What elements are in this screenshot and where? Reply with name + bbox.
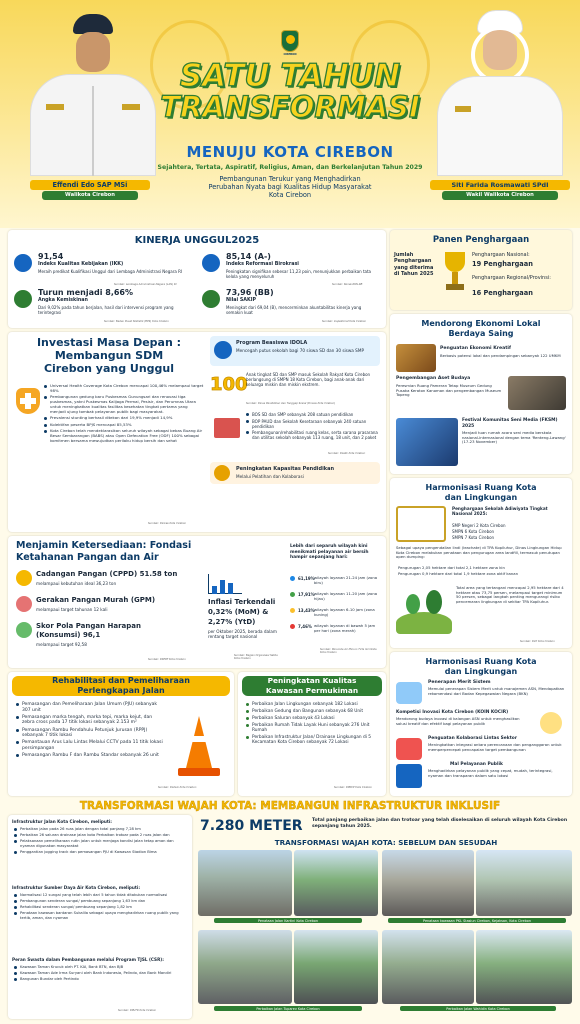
beasiswa-box xyxy=(210,336,380,366)
jalan-list xyxy=(16,702,164,760)
permukiman-card xyxy=(238,672,386,796)
museum-photo xyxy=(508,376,566,410)
infra-item: Normalisasi 12 sungai yang telah lebih dari 5 tahun tidak ditakukan normalisasi xyxy=(14,893,188,898)
infra-item: Perbaikan jalan pada 26 ruas jalan dengan total panjang 7,28 km xyxy=(14,827,188,832)
merit-icon xyxy=(396,682,422,704)
harmonisasi-card-2 xyxy=(390,652,572,796)
harmonisasi2-title-1: Harmonisasi Ruang Kota xyxy=(425,657,537,666)
plate-icon xyxy=(16,622,32,638)
tpa-item-1: Pengurugan 2,05 hektare dari total 2,1 hektare zona kin xyxy=(398,565,505,570)
building-icon xyxy=(396,764,422,788)
sakip-label: Nilai SAKIP xyxy=(226,298,257,303)
sakip-source: Sumber: Inspektorat Kota Cirebon xyxy=(322,320,367,323)
bar-chart-icon xyxy=(14,254,32,272)
jalan-title-2: Perlengkapan Jalan xyxy=(77,686,165,695)
miskin-desc: Dari 9,02% pada tahun berjalan, hasil dari intervensi program yang terintegrasi xyxy=(38,305,174,315)
investasi-card xyxy=(8,332,386,532)
festival-title: Festival Komunitas Seni Media (FKSM) 2025 xyxy=(462,418,558,429)
budaya-title: Pengembangan Aset Budaya xyxy=(396,376,471,381)
jalan-title-1: Rehabilitasi dan Pemeliharaan xyxy=(52,676,190,685)
air-zone-pct: 17,91% xyxy=(298,592,315,597)
nasional-label: Penghargaan Nasional: xyxy=(472,252,530,258)
health-source: Sumber: Dinkes Kota Cirebon xyxy=(148,522,187,525)
infra-item: Rehabilitasi senderan sungai/ pembuang sepanjang 1,82 km xyxy=(14,905,188,910)
infra-list-card xyxy=(8,815,192,1019)
kinerja-title: KINERJA UNGGUL2025 xyxy=(134,235,260,246)
infra-item: Penggantian jogging track dan pemasangan PJU di Kawasan Stadion Bima xyxy=(14,850,188,855)
edu-item: Pembangunan/rehabilitasi ruang kelas, serta sarana prasarana dan utilitas sekolah sebanyak 113 ruang, 18 unit, dan 2 paket xyxy=(246,430,382,440)
rice-icon xyxy=(16,570,32,586)
page-subtitle: MENUJU KOTA CIREBON xyxy=(186,143,394,161)
meter-value: 7.280 METER xyxy=(200,818,303,834)
jalan-item: Pemasangan marka tengah, marka tepi, marka kejut, dan zebra cross pada 17 titik lokasi sebanyak 2.153 m² xyxy=(16,715,164,726)
tuparev-before-photo xyxy=(198,930,292,1004)
rth-desc: Total area yang tertangani mencapai 2,95 hektare dari 4 hektare atau 73,75 persen, melampaui target minimum 50 persen, sebagai langkah penting mengurangi risiko pencemaran lingkungan di sekitar TPA Kopiluhur. xyxy=(456,585,564,605)
inflasi-value-2: 2,27% (YtD) xyxy=(208,618,256,626)
pangan-card xyxy=(8,536,386,668)
umkm-photo xyxy=(396,344,436,372)
irb-label: Indeks Reformasi Birokrasi xyxy=(226,262,299,267)
hands-icon xyxy=(14,290,32,308)
air-zone-pct: 13,43% xyxy=(298,608,315,613)
water-drop-icon xyxy=(290,576,295,581)
growth-icon xyxy=(202,254,220,272)
mayor-name-badge: Effendi Edo SAP MSi xyxy=(30,180,150,190)
permukiman-item: Perbaikan Rumah Tidak Layak Huni sebanyak 276 Unit Rumah xyxy=(246,723,382,734)
infra-list-title-1: Infrastruktur Jalan Kota Cirebon, meliputi: xyxy=(12,819,112,824)
vice-mayor-portrait xyxy=(425,6,575,176)
infra-title: TRANSFORMASI WAJAH KOTA: MEMBANGUN INFRASTRUKTUR INKLUSIF xyxy=(79,800,501,812)
kolab-desc: Meningkatkan integrasi antara perencanaan dan penganggaran untuk memperpercepat pencapaian target pembangunan xyxy=(428,742,562,752)
infra-item: Perbaikan 26 saluran drainase jalan kota Perbaikan trotoar pada 2 ruas jalan dan xyxy=(14,833,188,838)
harmonisasi1-title-1: Harmonisasi Ruang Kota xyxy=(425,483,537,492)
miskin-source: Sumber: Badan Pusat Statistik (BPS) Kota Cirebon xyxy=(104,320,169,323)
pangan-title-2: Ketahanan Pangan dan Air xyxy=(16,552,159,563)
school-icon xyxy=(214,418,240,438)
pangan-source: Sumber: DKPPP Kota Cirebon xyxy=(148,658,186,661)
caption-stasiun: Penataan kawasan PKL Stasiun Cirebon, Kejaksan, Kota Cirebon xyxy=(388,918,566,923)
health-list xyxy=(44,384,204,445)
permukiman-ribbon xyxy=(242,676,382,696)
infra-list-1 xyxy=(14,827,188,856)
harmonisasi-card-1 xyxy=(390,478,572,648)
skor-label: Skor Pola Pangan Harapan (Konsumsi) 96,1 xyxy=(36,622,141,639)
adiwiyata-school-3: SMPN 7 Kota Cirebon xyxy=(452,535,495,540)
air-zone-text: wilayah layanan 11-20 jam (zona hijau) xyxy=(314,591,378,601)
jalan-item: Pemasangan Rambu F dan Rambu Standar sebanyak 26 unit xyxy=(16,753,164,759)
edu-item: BOS SD dan SMP sebanyak 208 satuan pendidikan xyxy=(246,412,382,417)
edu-source: Sumber: Disdik Kota Cirebon xyxy=(328,452,366,455)
page-title-line1: SATU TAHUN xyxy=(179,58,401,94)
harmonisasi1-title-2: dan Lingkungan xyxy=(444,493,518,502)
infra-list-2 xyxy=(14,893,188,922)
page-title-line2: TRANSFORMASI xyxy=(160,90,420,124)
kapasitas-title: Peningkatan Kapasitas Pendidikan xyxy=(236,466,335,472)
tuparev-after-photo xyxy=(294,930,378,1004)
kolab-title: Penguatan Kolaborasi Lintas Sektor xyxy=(428,736,517,741)
mpp-title: Mal Pelayanan Publik xyxy=(450,762,503,767)
permukiman-item: Perbaikan Infrastruktur Jalan/ Drainase Lingkungan di 5 Kecamatan Kota Cirebon sebanyak 72 Lokasi xyxy=(246,735,382,746)
ekonomi-title-1: Mendorong Ekonomi Lokal xyxy=(421,319,541,328)
scale-icon xyxy=(202,290,220,308)
kartini-before-photo xyxy=(198,850,292,916)
health-item: Pembangunan gedung baru Puskesmas Gunungsari dan renovasi tiga puskesmas, yakni Puskesmas Kalijaga Permai, Pesisir, dan Perumnas Utara untuk meningkatkan kualitas fasilitas kesehatan tingkat pertama yang menjadi ujung tombak pelayanan publik bagi masyarakat. xyxy=(44,395,204,415)
air-zone-pct: 61,19% xyxy=(298,576,315,581)
irb-value: 85,14 (A-) xyxy=(226,252,271,261)
kartini-after-photo xyxy=(294,850,378,916)
kinerja-card xyxy=(8,230,386,328)
meter-desc: Total panjang perbaikan jalan dan trotoar yang telah diselesaikan di seluruh wilayah Kota Cirebon sepanjang tahun 2025. xyxy=(312,818,568,829)
air-zone-text: wilayah layanan 21-24 jam (zona biru) xyxy=(314,575,378,585)
merit-title: Penerapan Merit Sistem xyxy=(428,680,491,685)
jalan-ribbon xyxy=(12,676,230,696)
merit-desc: Memulai penerapan Sistem Merit untuk manajemen ASN, Mendapatkan rekomendasi dari Badan Kepegawaian Negara (BKN) xyxy=(428,686,565,696)
pangan-title-1: Menjamin Ketersediaan: Fondasi xyxy=(16,540,192,551)
investasi-title-1: Investasi Masa Depan : xyxy=(36,336,182,349)
ikk-desc: Meraih predikat Kualifikasi Unggul dari Lembaga Administrasi Negara RI xyxy=(38,269,183,274)
page-tagline: Sejahtera, Tertata, Aspiratif, Religius, Aman, dan Berkelanjutan Tahun 2029 xyxy=(157,164,423,171)
mayor-portrait xyxy=(18,6,168,176)
festival-photo xyxy=(396,418,458,466)
koin-title: Kompetisi Inovasi Kota Cirebon (KOIN KOCIR) xyxy=(396,710,509,715)
water-drop-icon xyxy=(290,608,295,613)
nasional-value: 19 Penghargaan xyxy=(472,260,533,268)
cppd-desc: melampaui kebutuhan ideal 36,23 ton xyxy=(36,581,117,586)
miskin-label: Angka Kemiskinan xyxy=(38,298,88,303)
panen-left-text: Jumlah Penghargaan yang diterima di Tahun 2025 xyxy=(394,252,434,277)
infra-item: Bangunan Bundar oleh Pertindo xyxy=(14,977,188,982)
infra-item: Pelaksanaan pemeliharaan rutin jalan untuk menjaga kondisi jalan tetap aman dan nyaman digunakan masyarakat xyxy=(14,839,188,848)
gpm-label: Gerakan Pangan Murah (GPM) xyxy=(36,596,156,604)
water-drop-icon xyxy=(290,624,295,629)
miskin-block xyxy=(14,288,194,324)
landfill-illustration xyxy=(396,586,452,634)
irb-block xyxy=(202,252,382,286)
permukiman-title-2: Kawasan Permukiman xyxy=(265,686,359,695)
inflasi-title: Inflasi Terkendali xyxy=(208,598,276,606)
permukiman-source: Sumber: DPRKP Kota Cirebon xyxy=(334,786,372,789)
ekonomi-card xyxy=(390,314,572,474)
harmonisasi1-source: Sumber: DLH Kota Cirebon xyxy=(520,640,555,643)
beasiswa-desc: Mencegah putus sekolah bagi 70 siswa SD dan 30 siswa SMP xyxy=(236,348,364,353)
hundred-desc: Anak tingkat SD dan SMP masuk Sekolah Rakyat Kota Cirebon berlangsung di SMPN 18 Kota Cirebon, bagi anak-anak dari keluarga miskin dan miskin ekstrem. xyxy=(246,372,371,387)
certificate-photo xyxy=(396,506,446,542)
air-source: Sumber: Perumda Air Minum Tirta Giri Nata Kota Cirebon xyxy=(320,648,377,655)
infra-list-title-2: Infrastruktur Sumber Daya Air Kota Cirebon, meliputi: xyxy=(12,885,141,890)
water-drop-icon xyxy=(290,592,295,597)
panen-title: Panen Penghargaan xyxy=(432,235,530,245)
health-item: Kolektifan peserta BPJS mencapai 85,53% xyxy=(44,423,204,428)
kapasitas-box xyxy=(210,462,380,484)
sakip-value: 73,96 (BB) xyxy=(226,288,274,297)
jalan-source: Sumber: Dishub Kota Cirebon xyxy=(158,786,197,789)
jalan-item: Pemantauan Arus Lalu Lintas Melalui CCTV pada 11 titik lokasi persimpangan xyxy=(16,740,164,751)
permukiman-title-1: Peningkatan Kualitas xyxy=(267,676,357,685)
mpp-desc: Menghadirkan pelayanan publik yang cepat, mudah, terintegrasi, nyaman dan transparan dalam satu lokasi xyxy=(428,768,553,778)
health-item: Universal Health Coverage Kota Cirebon mencapai 100,46% melampaui target 98% xyxy=(44,384,204,394)
health-icon xyxy=(16,388,40,414)
sakip-block xyxy=(202,288,382,324)
permukiman-item: Perbaikan Saluran sebanyak 43 Lokasi xyxy=(246,716,382,721)
mayor-role: Walikota Cirebon xyxy=(42,191,138,200)
air-zone-text: wilayah layanan di bawah 5 jam per hari (zona merah) xyxy=(314,623,376,633)
harmonisasi2-title-2: dan Lingkungan xyxy=(444,667,518,676)
air-zone-pct: 7,46% xyxy=(298,624,312,629)
ekonomi-title-2: Berdaya Saing xyxy=(448,329,514,338)
emblem-label: CIREBON xyxy=(283,53,297,56)
festival-desc: Menjadi tuan rumah acara seni media berskala nasional-internasional dengan tema 'Renteng-Lawang' (17-23 November) xyxy=(462,430,566,445)
health-item: Prevalensi stunting berhasil ditekan dari 19,9% menjadi 14,9% xyxy=(44,416,204,421)
gpm-desc: melampaui target tahunan 12 kali xyxy=(36,607,108,612)
trophy-icon xyxy=(442,252,468,300)
permukiman-list xyxy=(246,702,382,747)
ikk-block xyxy=(14,252,194,286)
scholarship-icon xyxy=(214,341,232,359)
kreatif-desc: Berbasis potensi lokal dan pendampingan sebanyak 122 UMKM xyxy=(440,353,561,358)
regional-value: 16 Penghargaan xyxy=(472,289,533,297)
hundred-source: Sumber: Dinas Pendidikan dan Tanggap Sosial (Dinsos Kota Cirebon) xyxy=(246,402,336,405)
infra-list-3 xyxy=(14,965,188,983)
stasiun-before-photo xyxy=(382,850,474,916)
koin-desc: Mendorong budaya inovasi di kalangan ASN untuk menghasilkan solusi kreatif dan efektif bagi pelayanan publik xyxy=(396,716,520,726)
health-item: Kota Cirebon telah mendeklarasikan seluruh wilayah sebagai bebas Buang Air Besar Sembarangan (BABS) atau Open Defecation Free (ODF) 100% sebagai komitmen bersama mewujudkan perilaku hidup bersih dan sehat xyxy=(44,429,204,444)
lightbulb-icon xyxy=(540,712,562,734)
caption-tuparev: Perbaikan Jalan Tuparev Kota Cirebon xyxy=(214,1006,362,1011)
irb-desc: Peningkatan signifikan sebesar 11,23 poin, menunjukkan perbaikan tata kelola yang menyeluruh xyxy=(226,269,371,279)
tpa-item-2: Pengurugan 0,9 hektare dari total 1,9 hektare zona aktif kanan xyxy=(398,571,518,576)
sakip-desc: Meningkat dari 69,04 (B), mencerminkan akuntabilitas kinerja yang semakin kuat xyxy=(226,305,362,315)
caption-kartini: Penataan Jalan Kartini Kota Cirebon xyxy=(214,918,362,923)
skor-desc: melampaui target 92,58 xyxy=(36,642,87,647)
ikk-value: 91,54 xyxy=(38,252,64,261)
infra-item: Kawasan Taman Krucuk oleh PT. KAI, Bank BTN, dan BJB xyxy=(14,965,188,970)
jalan-item: Pemasangan dan Pemeliharaan Jalan Umum (PJU) sebanyak 307 unit xyxy=(16,702,164,713)
jalan-card xyxy=(8,672,234,796)
before-after-title: TRANSFORMASI WAJAH KOTA: SEBELUM DAN SESUDAH xyxy=(274,838,498,847)
page-theme: Pembangunan Terukur yang Menghadirkan Perubahan Nyata bagi Kualitas Hidup Masyarakat Kota Cirebon xyxy=(208,175,372,200)
budaya-desc: Peresmian Ruang Pameran Tetap Museum Gedung Pusaka Keraton Kanoman dan pengembangan Museum Topeng xyxy=(396,383,502,398)
ikk-label: Indeks Kualitas Kebijakan (IKK) xyxy=(38,262,124,267)
miskin-value: Turun menjadi 8,66% xyxy=(38,288,133,297)
infra-item: Penataan kawasan bantaran Sukalila sebagai upaya menghadirkan ruang publik yang tertib, aman, dan nyaman xyxy=(14,911,188,920)
adiwiyata-title: Penghargaan Sekolah Adiwiyata Tingkat Nasional 2025: xyxy=(452,506,548,517)
wahidin-after-photo xyxy=(476,930,572,1004)
infra-item: Pembangunan senderan sungai/ pembuang sepanjang 1,63 km dan xyxy=(14,899,188,904)
inflasi-desc: per Oktober 2025, berada dalam rentang target nasional xyxy=(208,629,277,640)
beasiswa-title: Program Beasiswa IDOLA xyxy=(236,340,308,346)
infra-item: Kawasan Taman Ade Irma Suryani oleh Bank Indonesia, Pelindo, dan Bank Mandiri xyxy=(14,971,188,976)
stasiun-after-photo xyxy=(476,850,572,916)
jalan-item: Pemasangan Rambu Pendahulu Petunjuk Jurusan (RPPJ) sebanyak 7 titik lokasi xyxy=(16,728,164,739)
city-emblem xyxy=(281,30,299,52)
air-zone-text: wilayah layanan 6-10 jam (zona kuning) xyxy=(314,607,375,617)
ikk-source: Sumber: Lembaga Administrasi Negara (LAN) RI xyxy=(114,283,177,286)
basket-icon xyxy=(16,596,32,612)
puzzle-icon xyxy=(396,738,422,760)
edu-item: BOP PAUD dan Sekolah Kesetaraan sebanyak 240 satuan pendidikan xyxy=(246,419,382,429)
adiwiyata-school-2: SMPN 6 Kota Cirebon xyxy=(452,529,495,534)
kapasitas-desc: Melalui Pelatihan dan Kolaborasi xyxy=(236,474,304,479)
vice-role: Wakil Walikota Cirebon xyxy=(442,191,558,200)
caption-wahidin: Perbaikan Jalan Wahidin Kota Cirebon xyxy=(400,1006,556,1011)
kreatif-title: Penguatan Ekonomi Kreatif xyxy=(440,346,511,351)
inflasi-value-1: 0,32% (MoM) & xyxy=(208,608,269,616)
edu-list xyxy=(246,412,382,442)
tpa-desc: Sebagai upaya pengendalian lindi (leachate) di TPA Kopiluhur, Dinas Lingkungan Hidup Kota Cirebon melakukan penataan dan pengurugan area landfill, termasuk penutupan open dumping: xyxy=(396,545,562,560)
inflasi-source: Sumber: Bagian Organisasi Setda Kota Cirebon xyxy=(234,654,278,661)
investasi-title-2: Membangun SDM xyxy=(54,349,164,362)
air-section xyxy=(290,544,382,664)
irb-source: Sumber: KemenPAN-RB xyxy=(332,283,363,286)
vice-name-badge: Siti Farida Rosmawati SPdI xyxy=(430,180,570,190)
infra-list-title-3: Peran Swasta dalam Pembangunan melalui Program TJSL (CSR): xyxy=(12,957,164,962)
permukiman-item: Perbaikan Gedung dan Bangunan sebanyak 68 Unit xyxy=(246,709,382,714)
investasi-title-3: Cirebon yang Unggul xyxy=(43,362,175,375)
permukiman-item: Perbaikan Jalan Lingkungan sebanyak 182 Lokasi xyxy=(246,702,382,707)
regional-label: Penghargaan Regional/Provinsi: xyxy=(472,275,551,281)
inflasi-chart-icon xyxy=(208,574,242,594)
infra-list-source: Sumber: DPUTR Kota Cirebon xyxy=(118,1009,157,1012)
hundred-badge: 100 xyxy=(210,374,248,395)
air-title: Lebih dari separuh wilayah kini menikmati pelayanan air bersih hampir sepanjang hari: xyxy=(290,544,369,560)
adiwiyata-school-1: SMP Negeri 2 Kota Cirebon xyxy=(452,523,506,528)
wahidin-before-photo xyxy=(382,930,474,1004)
cppd-label: Cadangan Pangan (CPPD) 51.58 ton xyxy=(36,570,178,578)
panen-card xyxy=(390,230,572,310)
traffic-cone-icon xyxy=(174,716,224,780)
graduation-icon xyxy=(214,465,230,481)
